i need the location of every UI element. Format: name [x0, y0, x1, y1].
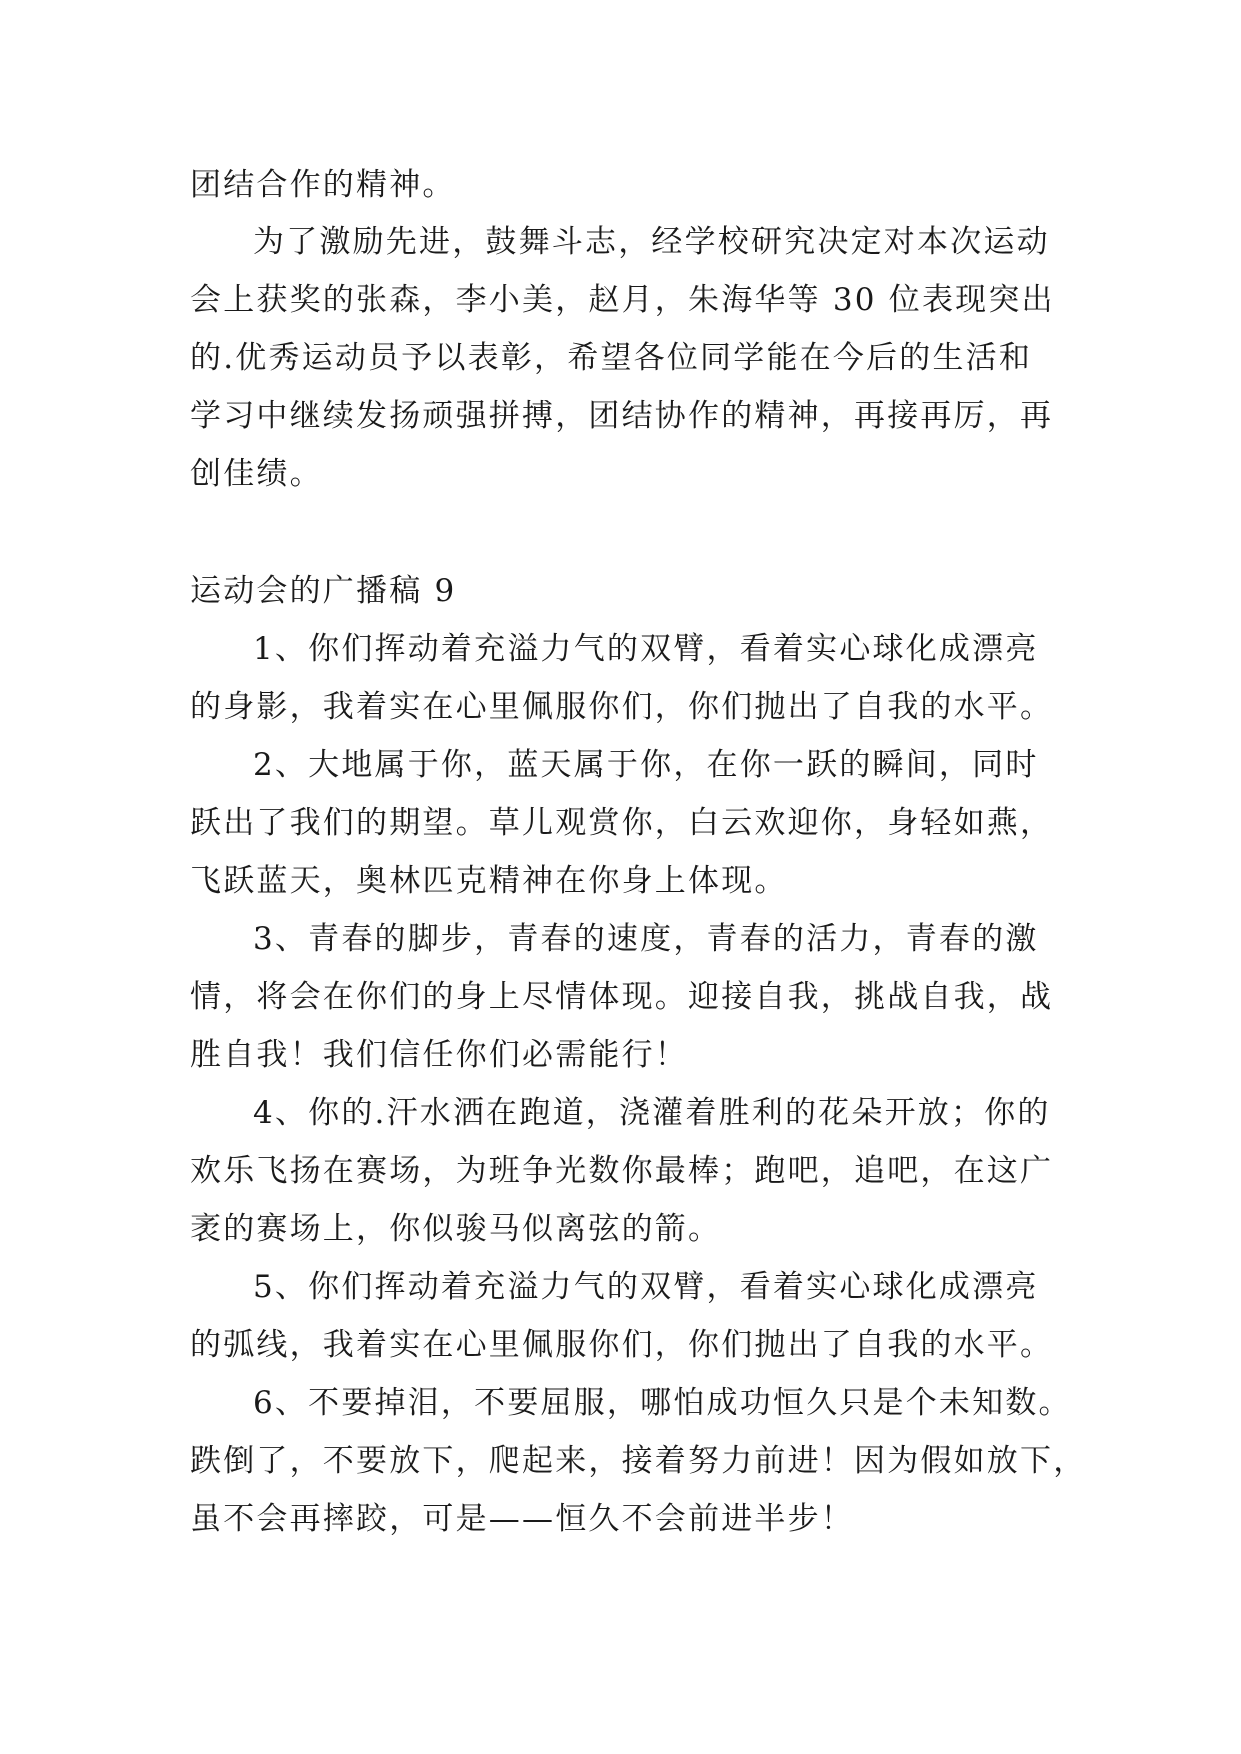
paragraph-line: 会上获奖的张森，李小美，赵月，朱海华等 30 位表现突出 — [190, 282, 1055, 318]
paragraph-line: 虽不会再摔跤，可是——恒久不会前进半步！ — [190, 1501, 854, 1537]
paragraph-line: 跃出了我们的期望。草儿观赏你，白云欢迎你，身轻如燕， — [190, 805, 1054, 841]
paragraph-line: 的身影，我着实在心里佩服你们，你们抛出了自我的水平。 — [190, 689, 1054, 725]
section-heading: 运动会的广播稿 9 — [190, 573, 457, 609]
paragraph-line: 6、不要掉泪，不要屈服，哪怕成功恒久只是个未知数。 — [253, 1385, 1072, 1421]
paragraph-line: 学习中继续发扬顽强拼搏，团结协作的精神，再接再厉，再 — [190, 398, 1054, 434]
paragraph-line: 3、青春的脚步，青春的速度，青春的活力，青春的激 — [253, 921, 1039, 957]
paragraph-line: 胜自我！我们信任你们必需能行！ — [190, 1037, 688, 1073]
paragraph-line: 1、你们挥动着充溢力气的双臂，看着实心球化成漂亮 — [253, 631, 1039, 667]
paragraph-line: 2、大地属于你，蓝天属于你，在你一跃的瞬间，同时 — [253, 747, 1039, 783]
paragraph-line: 的弧线，我着实在心里佩服你们，你们抛出了自我的水平。 — [190, 1327, 1054, 1363]
paragraph-line: 的.优秀运动员予以表彰，希望各位同学能在今后的生活和 — [190, 340, 1033, 376]
paragraph-line: 跌倒了，不要放下，爬起来，接着努力前进！因为假如放下， — [190, 1443, 1087, 1479]
paragraph-line: 欢乐飞扬在赛场，为班争光数你最棒；跑吧，追吧，在这广 — [190, 1153, 1054, 1189]
paragraph-line: 袤的赛场上，你似骏马似离弦的箭。 — [190, 1211, 722, 1247]
paragraph-line: 情，将会在你们的身上尽情体现。迎接自我，挑战自我，战 — [190, 979, 1054, 1015]
paragraph-line: 4、你的.汗水洒在跑道，浇灌着胜利的花朵开放；你的 — [253, 1095, 1051, 1131]
paragraph-line: 为了激励先进，鼓舞斗志，经学校研究决定对本次运动 — [253, 224, 1050, 260]
paragraph-line: 5、你们挥动着充溢力气的双臂，看着实心球化成漂亮 — [253, 1269, 1039, 1305]
paragraph-line: 创佳绩。 — [190, 456, 323, 492]
paragraph-line: 团结合作的精神。 — [190, 167, 456, 203]
paragraph-line: 飞跃蓝天，奥林匹克精神在你身上体现。 — [190, 863, 788, 899]
